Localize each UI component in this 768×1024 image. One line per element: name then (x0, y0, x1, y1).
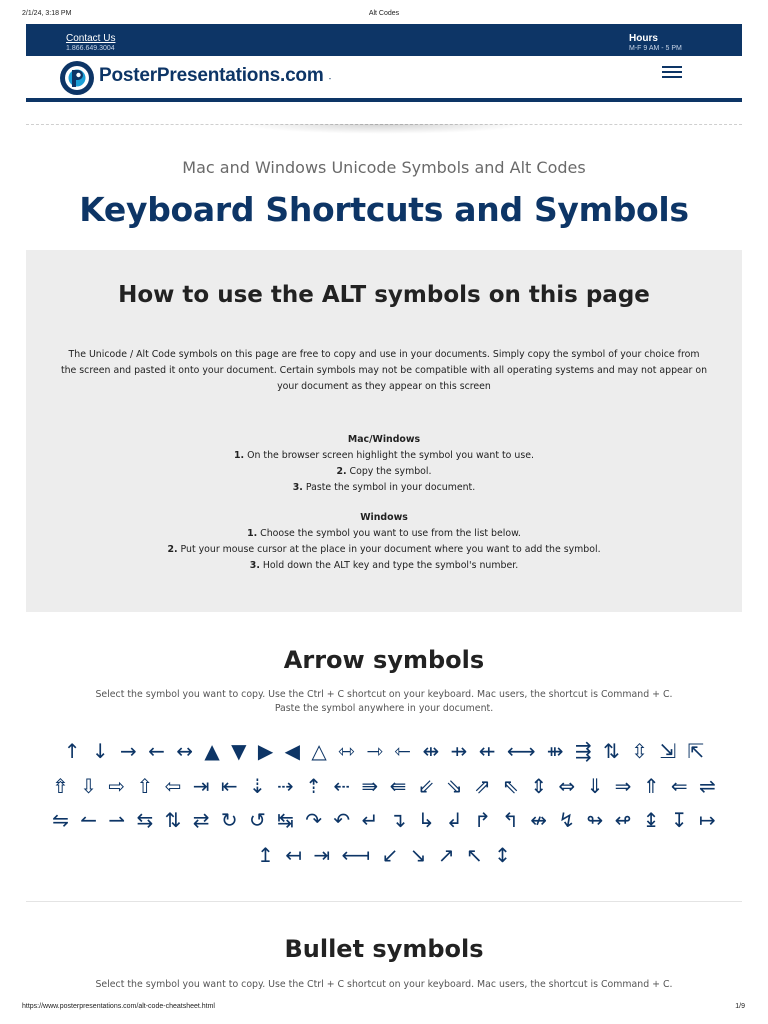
arrow-symbol[interactable]: ↰ (502, 808, 519, 832)
arrow-symbol[interactable]: ⇑ (642, 773, 660, 798)
arrow-symbol[interactable]: ⇡ (305, 773, 323, 798)
arrow-symbol[interactable]: ⇘ (445, 773, 463, 798)
intro-line: your document as they appear on this screen (277, 381, 491, 392)
arrow-symbol[interactable]: ↨ (642, 808, 660, 832)
windows-instructions (26, 510, 742, 574)
intro-line: the screen and pasted it onto your document. Certain symbols may not be compatible with all operating systems and may not appear on (60, 365, 708, 376)
instruction-line: Paste the symbol anywhere in your document. (274, 703, 494, 714)
howto-intro (52, 347, 716, 395)
arrow-symbol-grid (50, 734, 718, 872)
arrow-symbol[interactable]: ↳ (417, 808, 435, 832)
print-header (0, 10, 768, 22)
arrow-symbol[interactable]: △ (311, 739, 327, 763)
arrow-symbol[interactable]: ↬ (586, 808, 604, 832)
arrow-symbol[interactable]: ⟻ (341, 842, 371, 867)
arrow-symbol[interactable]: ⇱ (687, 739, 705, 763)
arrow-symbol[interactable]: ⇌ (699, 773, 716, 798)
arrow-symbol[interactable]: → (119, 739, 137, 763)
step-number: 2. (167, 544, 178, 555)
step-number: 3. (292, 482, 303, 493)
contact-us-link[interactable]: Contact Us (66, 33, 116, 44)
arrow-symbol[interactable]: ⇚ (389, 773, 407, 798)
arrow-symbol[interactable]: ⇅ (164, 808, 182, 832)
arrow-symbol[interactable]: ⇅ (603, 739, 620, 763)
arrow-symbol[interactable]: ↖ (465, 842, 483, 867)
arrow-symbol[interactable]: ⇕ (530, 773, 548, 798)
arrow-symbol[interactable]: ⇸ (450, 739, 468, 763)
arrow-symbol[interactable]: ⇻ (546, 739, 564, 763)
arrow-symbol[interactable]: ⇢ (277, 773, 294, 798)
arrow-symbol[interactable]: ⟷ (506, 739, 536, 763)
arrow-symbol[interactable]: ⇽ (394, 739, 412, 763)
step-number: 3. (249, 560, 260, 571)
brand-name[interactable] (99, 65, 331, 87)
arrow-symbol[interactable]: ↗ (437, 842, 455, 867)
arrow-symbols-heading: Arrow symbols (283, 646, 485, 674)
howto-heading: How to use the ALT symbols on this page (118, 282, 650, 308)
phone-number: 1.866.649.3004 (66, 45, 115, 52)
step-text: On the browser screen highlight the symbol you want to use. (244, 450, 534, 461)
arrow-symbol[interactable]: ↮ (530, 808, 548, 832)
arrow-symbol[interactable]: ↕ (494, 842, 511, 867)
arrow-symbol[interactable]: ⇣ (249, 773, 266, 798)
arrow-symbol[interactable]: ⇓ (586, 773, 604, 798)
macwin-step (26, 480, 742, 496)
step-number: 1. (234, 450, 245, 461)
arrow-symbol[interactable]: ⇄ (192, 808, 210, 832)
arrow-symbol[interactable]: ⇷ (478, 739, 496, 763)
arrow-symbol[interactable]: ↵ (361, 808, 379, 832)
arrow-symbol[interactable]: ↻ (220, 808, 238, 832)
hours-label: Hours (629, 33, 658, 44)
step-text: Choose the symbol you want to use from the list below. (257, 528, 521, 539)
divider-shadow (240, 124, 528, 134)
macwin-instructions (26, 432, 742, 496)
arrow-instructions (60, 688, 708, 716)
arrow-symbol[interactable]: ⇠ (333, 773, 351, 798)
arrow-symbol[interactable]: ↺ (249, 808, 266, 832)
hours-value: M-F 9 AM - 5 PM (629, 45, 682, 52)
arrow-symbol[interactable]: ↷ (305, 808, 323, 832)
arrow-symbol[interactable]: ⇀ (108, 808, 126, 832)
print-url: https://www.posterpresentations.com/alt-code-cheatsheet.html (22, 1003, 215, 1010)
brand-logo-icon[interactable] (59, 60, 95, 96)
step-text: Copy the symbol. (346, 466, 432, 477)
arrow-symbol[interactable]: ⇐ (670, 773, 688, 798)
hamburger-icon[interactable] (662, 66, 682, 80)
arrow-symbol[interactable]: ⇿ (338, 739, 355, 763)
arrow-symbol[interactable]: ⇙ (417, 773, 435, 798)
hours-block (629, 33, 682, 53)
arrow-symbol[interactable]: ▲ (204, 739, 220, 763)
top-contact-bar (26, 24, 742, 56)
step-text: Hold down the ALT key and type the symbol's number. (259, 560, 519, 571)
arrow-symbol[interactable]: ◀ (284, 739, 300, 763)
step-text: Put your mouse cursor at the place in your document where you want to add the symbol. (177, 544, 601, 555)
arrow-symbol[interactable]: ⇥ (192, 773, 210, 798)
instruction-line: Select the symbol you want to copy. Use the Ctrl + C shortcut on your keyboard. Mac users, the shortcut is Command + C. (95, 689, 673, 700)
windows-step (26, 526, 742, 542)
brand-mark: - (328, 74, 332, 83)
arrow-symbol[interactable]: ⇖ (502, 773, 519, 798)
arrow-symbol[interactable]: ⇾ (366, 739, 383, 763)
arrow-symbol[interactable]: ↓ (91, 739, 109, 763)
page-subtitle: Mac and Windows Unicode Symbols and Alt Codes (182, 158, 586, 177)
arrow-symbol[interactable]: ⇧ (136, 773, 154, 798)
arrow-symbol[interactable]: ⇒ (614, 773, 632, 798)
arrow-symbol[interactable]: ⇹ (422, 739, 440, 763)
arrow-symbol[interactable]: ⇦ (164, 773, 182, 798)
intro-line: The Unicode / Alt Code symbols on this page are free to copy and use in your documents. Simply copy the symbol of your choice from (68, 349, 700, 360)
arrow-symbol[interactable]: ⇗ (474, 773, 491, 798)
arrow-symbol[interactable]: ↦ (699, 808, 716, 832)
arrow-symbol[interactable]: ↥ (257, 842, 274, 867)
arrow-symbol[interactable]: ▶ (257, 739, 274, 763)
arrow-symbol[interactable]: ⇥ (313, 842, 331, 867)
arrow-symbol[interactable]: ⇳ (631, 739, 649, 763)
print-page-number: 1/9 (735, 1003, 745, 1010)
arrow-symbol[interactable]: ⇮ (52, 773, 69, 798)
print-datetime: 2/1/24, 3:18 PM (22, 10, 72, 17)
arrow-symbol[interactable]: ▼ (231, 739, 247, 763)
bullet-symbols-heading: Bullet symbols (284, 935, 484, 963)
arrow-symbol[interactable]: ↤ (285, 842, 303, 867)
arrow-symbol[interactable]: ↯ (558, 808, 576, 832)
arrow-symbol[interactable]: ⇛ (361, 773, 379, 798)
macwin-step (26, 448, 742, 464)
page-title: Keyboard Shortcuts and Symbols (79, 190, 689, 229)
arrow-symbol[interactable]: ⇩ (80, 773, 98, 798)
arrow-symbol[interactable]: ↹ (277, 808, 294, 832)
step-number: 1. (247, 528, 258, 539)
howto-panel (26, 250, 742, 612)
step-number: 2. (336, 466, 347, 477)
arrow-symbol[interactable]: ⇆ (136, 808, 154, 832)
contact-block (66, 33, 115, 53)
instruction-line: Select the symbol you want to copy. Use the Ctrl + C shortcut on your keyboard. Mac users, the shortcut is Command + C. (95, 979, 673, 990)
arrow-symbol[interactable]: ↧ (670, 808, 688, 832)
print-footer (0, 1003, 768, 1015)
arrow-symbol[interactable]: ← (148, 739, 165, 763)
arrow-symbol[interactable]: ↲ (445, 808, 463, 832)
macwin-heading: Mac/Windows (347, 434, 421, 445)
arrow-symbol[interactable]: ⇋ (52, 808, 69, 832)
arrow-symbol[interactable]: ↱ (474, 808, 491, 832)
arrow-symbol[interactable]: ↴ (389, 808, 407, 832)
arrow-symbol[interactable]: ↔ (176, 739, 193, 763)
section-divider (26, 901, 742, 902)
main-navbar (26, 56, 742, 102)
arrow-symbol[interactable]: ↼ (80, 808, 98, 832)
arrow-symbol[interactable]: ⇤ (220, 773, 238, 798)
step-text: Paste the symbol in your document. (302, 482, 476, 493)
arrow-symbol[interactable]: ↫ (614, 808, 632, 832)
arrow-symbol[interactable]: ⇔ (558, 773, 576, 798)
windows-heading: Windows (360, 512, 408, 523)
brand-text: PosterPresentations.com (99, 65, 324, 86)
arrow-symbol[interactable]: ↘ (409, 842, 427, 867)
arrow-symbol[interactable]: ↑ (63, 739, 81, 763)
arrow-symbol[interactable]: ⇲ (659, 739, 677, 763)
windows-step (26, 542, 742, 558)
arrow-symbol[interactable]: ↶ (333, 808, 351, 832)
arrow-symbol[interactable]: ↙ (381, 842, 399, 867)
windows-step (26, 558, 742, 574)
arrow-symbol[interactable]: ⇶ (575, 739, 592, 763)
print-title: Alt Codes (368, 10, 400, 17)
bullet-instructions (60, 978, 708, 992)
arrow-symbol[interactable]: ⇨ (108, 773, 126, 798)
macwin-step (26, 464, 742, 480)
